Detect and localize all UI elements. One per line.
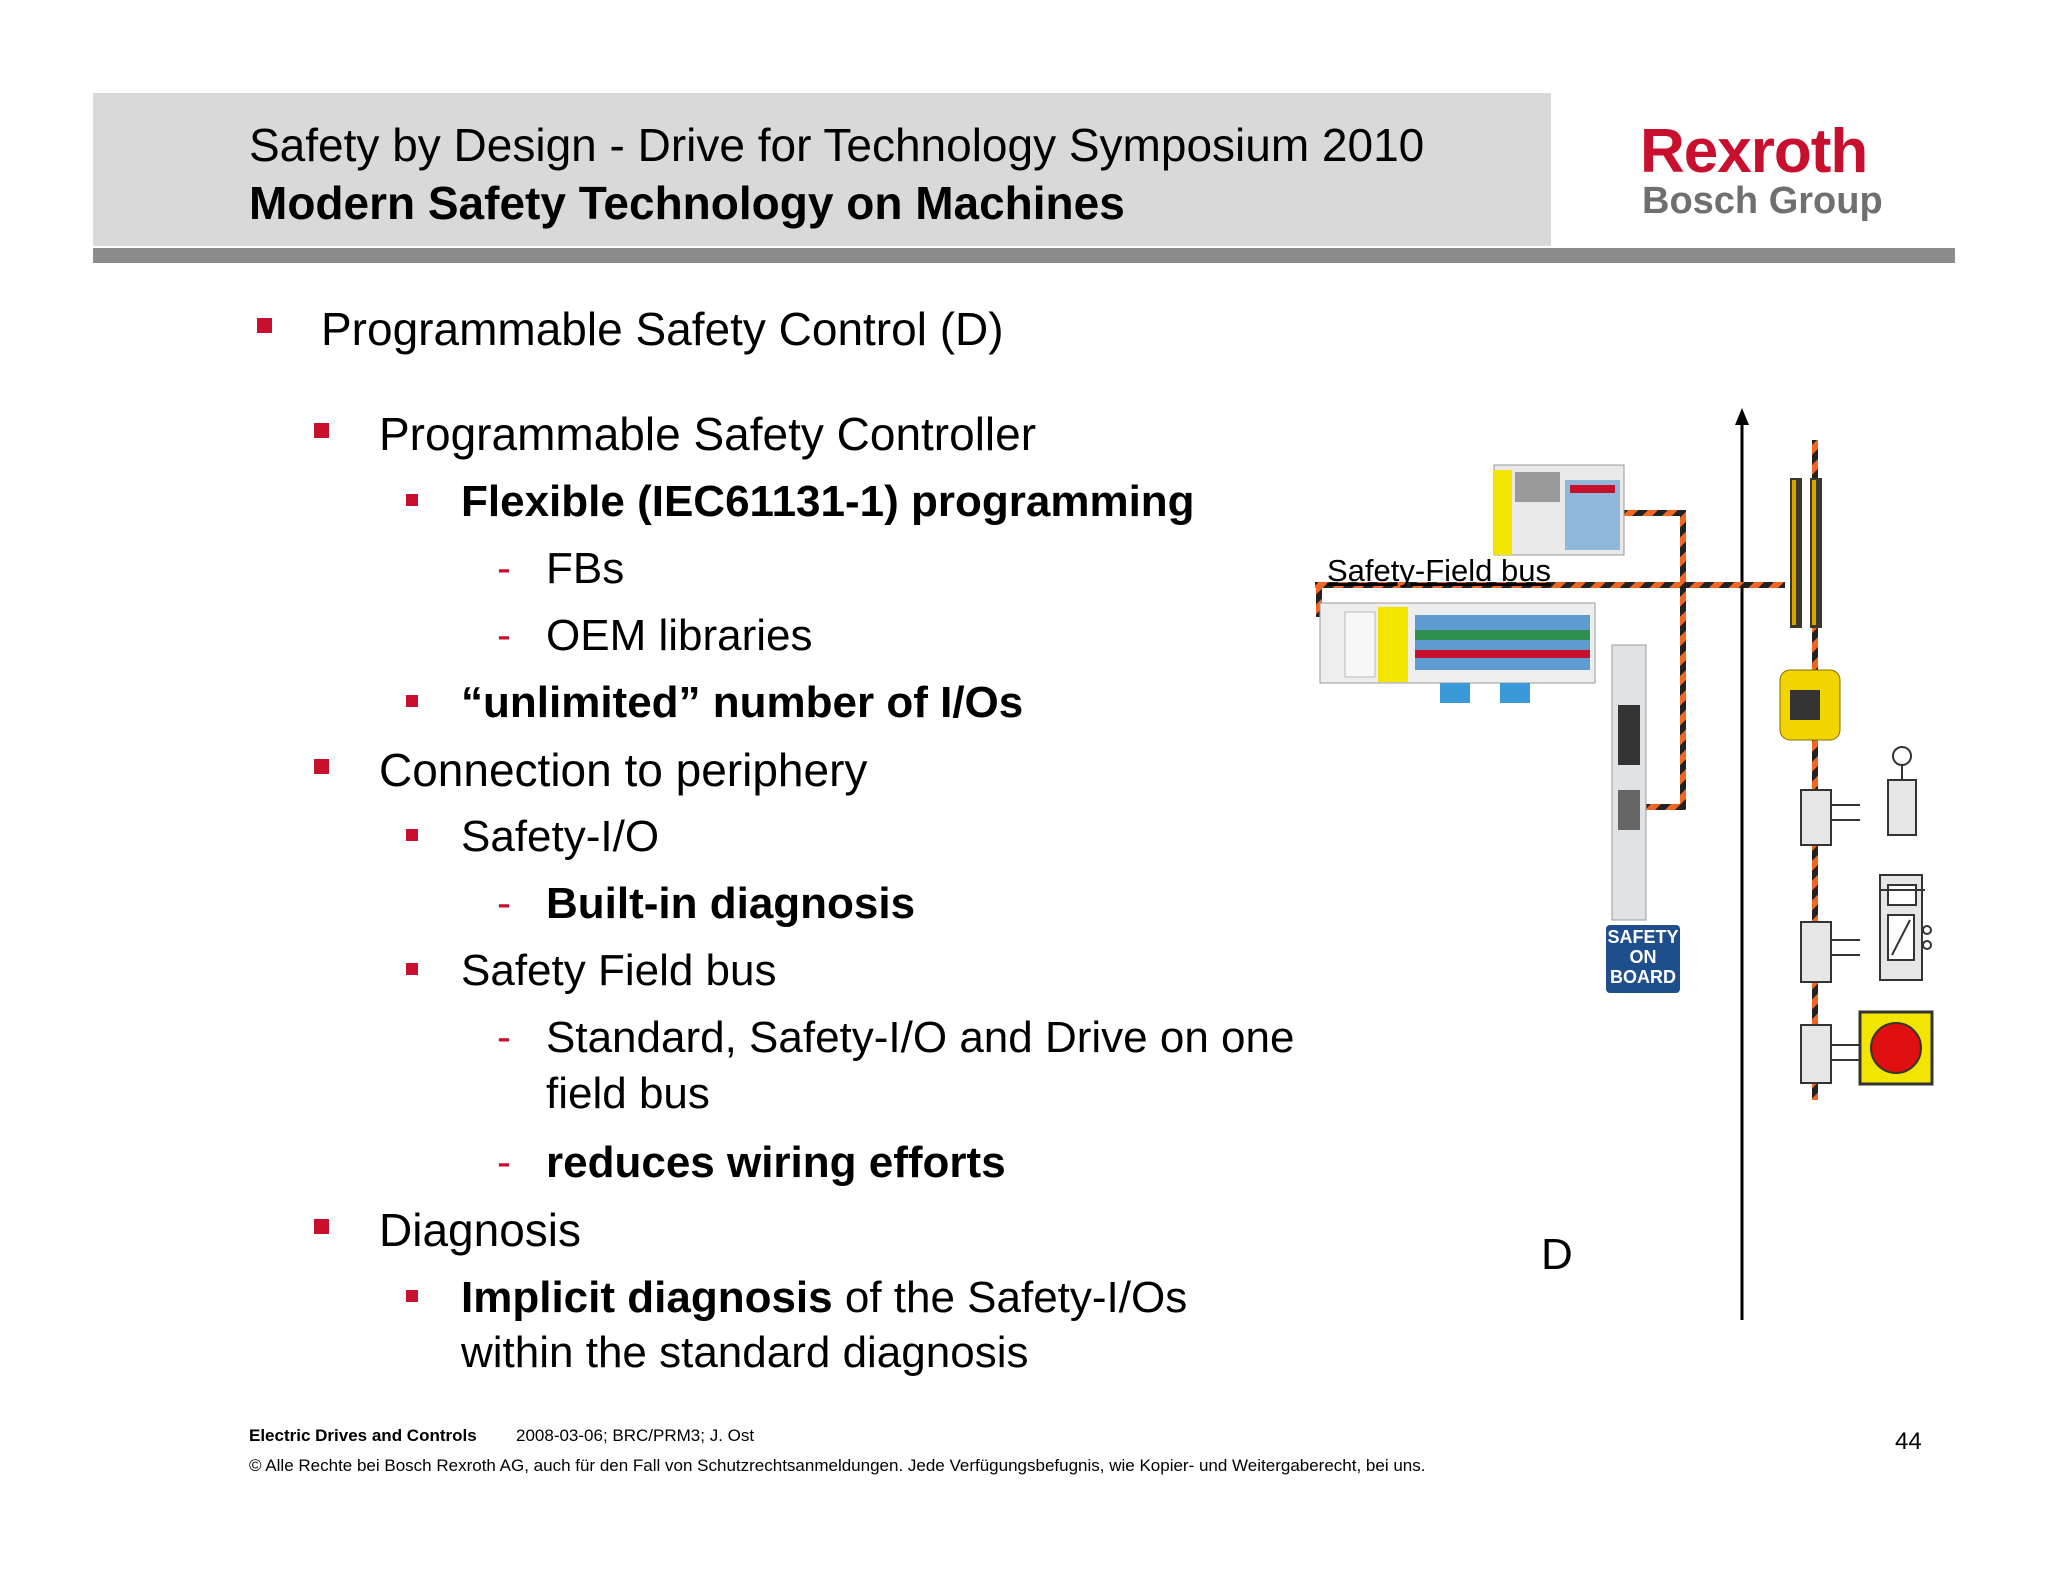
bullet-square-l7 [314, 759, 329, 774]
header-title-line1: Safety by Design - Drive for Technology Symposium 2010 [249, 119, 1425, 171]
bullet-safety-field-bus: Safety Field bus [461, 946, 777, 995]
bullet-square-l3 [406, 494, 418, 506]
bullet-reduces-wiring: reduces wiring efforts [546, 1138, 1006, 1187]
door-interlock-icon [1880, 875, 1931, 980]
emergency-stop-icon [1860, 1012, 1932, 1084]
dash-l11: - [497, 1013, 511, 1060]
badge-line-1: SAFETY [1607, 927, 1679, 947]
switch-block-2 [1801, 922, 1860, 982]
footer-meta: 2008-03-06; BRC/PRM3; J. Ost [516, 1426, 755, 1445]
dash-l5: - [497, 611, 511, 658]
dash-l4: - [497, 544, 511, 591]
safety-controller-device [1494, 465, 1624, 555]
bullet-flexible-programming: Flexible (IEC61131-1) programming [461, 477, 1195, 526]
drive-device [1612, 645, 1646, 920]
bullet-safety-io: Safety-I/O [461, 812, 660, 861]
bullet-programmable-safety-controller: Programmable Safety Controller [379, 408, 1037, 460]
bullet-diagnosis: Diagnosis [379, 1204, 581, 1256]
axis-d-label: D [1541, 1230, 1573, 1279]
axis-arrowhead [1735, 408, 1749, 425]
safety-on-board-badge [1606, 925, 1680, 993]
bus-to-drive [1640, 804, 1686, 810]
dash-l9: - [497, 879, 511, 926]
light-curtain-sensor [1790, 478, 1822, 628]
bullet-square-l8 [406, 829, 418, 841]
bullet-oem-libraries: OEM libraries [546, 611, 813, 660]
bullet-fbs: FBs [546, 544, 625, 593]
bullet-square-l6 [406, 695, 418, 707]
page-number: 44 [1895, 1428, 1922, 1455]
bullet-square-l2 [314, 423, 329, 438]
implicit-diagnosis-rest: of the Safety-I/Os [832, 1273, 1188, 1322]
header-rule [93, 248, 1955, 263]
bullet-square-l13 [314, 1219, 329, 1234]
bullet-square-l14 [406, 1290, 418, 1302]
bullet-square-l10 [406, 963, 418, 975]
safety-system-diagram [1300, 395, 2000, 1340]
dash-l12: - [497, 1138, 511, 1185]
bus-to-controller [1620, 510, 1686, 516]
badge-line-3: BOARD [1610, 967, 1676, 987]
switch-block-1 [1801, 790, 1860, 845]
bullet-built-in-diagnosis: Built-in diagnosis [546, 879, 916, 928]
laser-scanner-sensor [1780, 670, 1840, 740]
bullet-unlimited-ios: “unlimited” number of I/Os [461, 678, 1024, 727]
footer-company: Electric Drives and Controls [249, 1426, 477, 1445]
position-switch-icon [1888, 747, 1916, 835]
safety-field-bus-label: Safety-Field bus [1327, 553, 1551, 588]
bullet-field-bus-continued: field bus [546, 1069, 710, 1118]
footer-copyright: © Alle Rechte bei Bosch Rexroth AG, auch für den Fall von Schutzrechtsanmeldungen. Jede Verfügungsbefugnis, wie Kopier- und Weitergaberecht, bei uns. [249, 1456, 1426, 1475]
rexroth-logo: Rexroth [1640, 117, 1868, 186]
bosch-group-logo: Bosch Group [1642, 180, 1883, 222]
bullet-standard-safety-io-drive: Standard, Safety-I/O and Drive on one [546, 1013, 1295, 1062]
bullet-square-l1 [257, 318, 272, 333]
bullet-connection-to-periphery: Connection to periphery [379, 744, 868, 796]
bus-vertical-right [1680, 510, 1686, 810]
implicit-diagnosis-bold: Implicit diagnosis [461, 1273, 833, 1322]
io-module-rack [1320, 603, 1595, 703]
bullet-within-standard-diagnosis: within the standard diagnosis [461, 1328, 1029, 1377]
bullet-implicit-diagnosis [461, 1272, 1187, 1324]
header-title-line2: Modern Safety Technology on Machines [249, 177, 1125, 229]
badge-line-2: ON [1629, 947, 1657, 967]
switch-block-3 [1801, 1025, 1860, 1083]
bullet-programmable-safety-control: Programmable Safety Control (D) [321, 303, 1004, 355]
